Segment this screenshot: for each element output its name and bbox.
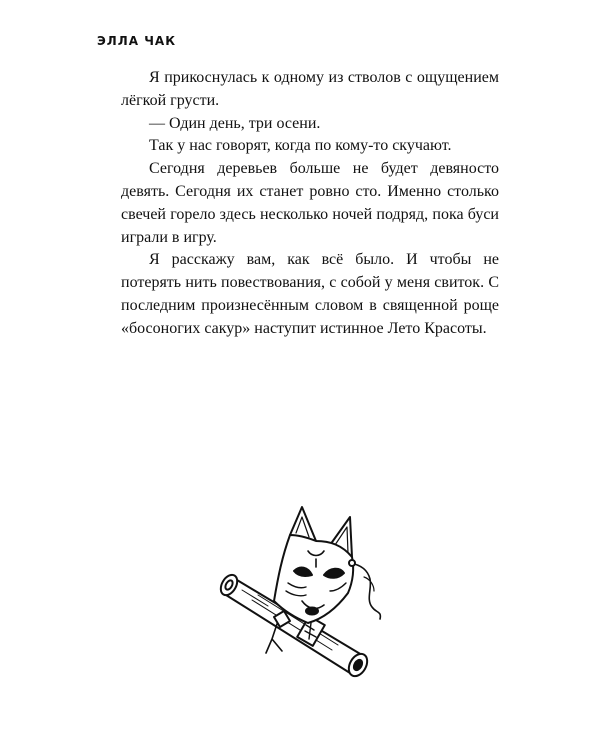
paragraph-3: Так у нас говорят, когда по кому-то скучают. [149,137,452,155]
running-head: ЭЛЛА ЧАК [97,34,176,48]
paragraph-2: — Один день, три осени. [149,114,321,132]
body-text [121,67,499,341]
kitsune-mask-and-scroll-icon [212,505,402,695]
paragraph-1: Я прикоснулась к одному из стволов с ощущением лёгкой грусти. [121,69,499,109]
paragraph-4: Сегодня деревьев больше не будет девяносто девять. Сегодня их станет ровно сто. Именно столько свечей горело здесь несколько ночей подряд, пока буси играли в игру. [121,160,499,246]
paragraph-5: Я расскажу вам, как всё было. И чтобы не потерять нить повествования, с собой у меня свиток. С последним произнесённым словом в священной роще «босоногих сакур» наступит истинное Лето Красоты. [121,251,499,337]
fox-mask [274,507,380,623]
